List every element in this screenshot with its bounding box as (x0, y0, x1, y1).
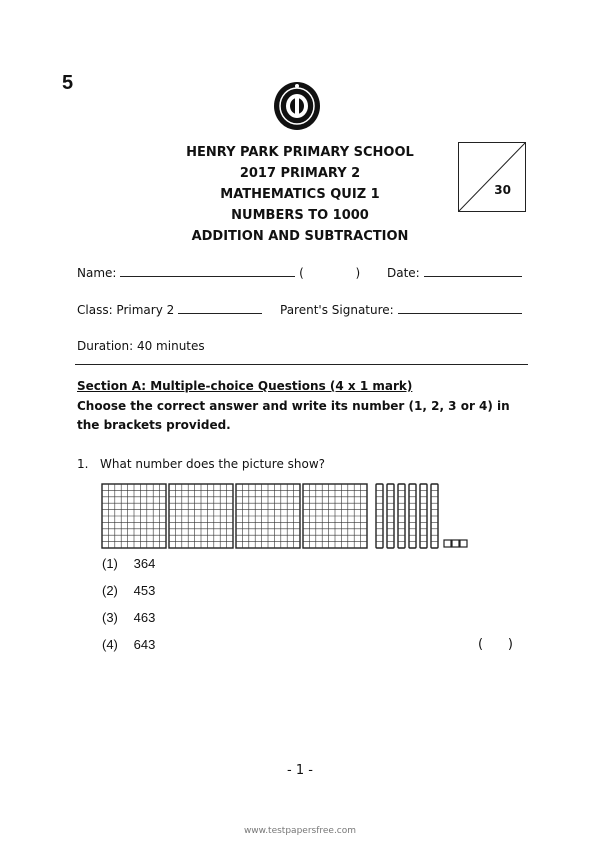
date-label: Date: (387, 266, 420, 280)
one-cube (452, 540, 459, 547)
name-line[interactable] (120, 276, 295, 277)
hundred-block (303, 484, 367, 548)
option-1[interactable] (102, 556, 155, 571)
name-bracket-open: ( (299, 266, 304, 280)
class-label: Class: Primary 2 (77, 303, 175, 317)
hundred-block (102, 484, 166, 548)
option-3[interactable] (102, 610, 155, 625)
class-row (77, 303, 262, 317)
date-row (387, 266, 522, 280)
score-diagonal (459, 143, 525, 211)
option-4-value: 643 (133, 637, 156, 652)
option-3-label: (3) (102, 610, 118, 625)
ten-rod (376, 484, 383, 548)
signature-row (280, 303, 522, 317)
ten-rod (398, 484, 405, 548)
score-total: 30 (494, 183, 511, 197)
date-line[interactable] (424, 276, 522, 277)
page-number: 5 (62, 72, 74, 94)
signature-label: Parent's Signature: (280, 303, 394, 317)
ten-rod (409, 484, 416, 548)
duration: Duration: 40 minutes (77, 339, 205, 353)
option-1-value: 364 (133, 556, 156, 571)
answer-brackets[interactable]: ( ) (478, 637, 513, 652)
topic-numbers: NUMBERS TO 1000 (231, 208, 369, 223)
school-crest-logo (272, 80, 322, 132)
option-1-label: (1) (102, 556, 118, 571)
ten-rod (387, 484, 394, 548)
class-line[interactable] (178, 313, 262, 314)
year-level: 2017 PRIMARY 2 (239, 166, 361, 181)
section-divider (75, 364, 528, 365)
option-4-label: (4) (102, 637, 118, 652)
section-a-title: Section A: Multiple-choice Questions (4 x 1 mark) (77, 379, 413, 393)
option-3-value: 463 (133, 610, 156, 625)
signature-line[interactable] (398, 313, 522, 314)
name-bracket-close: ) (355, 266, 361, 280)
ten-rod (431, 484, 438, 548)
one-cube (444, 540, 451, 547)
option-4[interactable] (102, 637, 155, 652)
name-label: Name: (77, 266, 117, 280)
question-text: What number does the picture show? (100, 457, 326, 471)
one-cube (460, 540, 467, 547)
option-2[interactable] (102, 583, 155, 598)
quiz-title: MATHEMATICS QUIZ 1 (220, 187, 380, 202)
watermark: www.testpapersfree.com (243, 826, 357, 836)
section-a-instructions: Choose the correct answer and write its number (1, 2, 3 or 4) in the brackets provided. (77, 399, 510, 432)
base-ten-blocks-picture (100, 483, 520, 551)
topic-operations: ADDITION AND SUBTRACTION (191, 229, 409, 244)
page-footer: - 1 - (287, 763, 313, 778)
option-2-value: 453 (133, 583, 156, 598)
school-name: HENRY PARK PRIMARY SCHOOL (186, 145, 414, 160)
quiz-header (150, 142, 450, 247)
hundred-block (169, 484, 233, 548)
score-box (458, 142, 526, 212)
option-2-label: (2) (102, 583, 118, 598)
name-row (77, 266, 360, 280)
question-number: 1. (77, 457, 89, 471)
ten-rod (420, 484, 427, 548)
hundred-block (236, 484, 300, 548)
